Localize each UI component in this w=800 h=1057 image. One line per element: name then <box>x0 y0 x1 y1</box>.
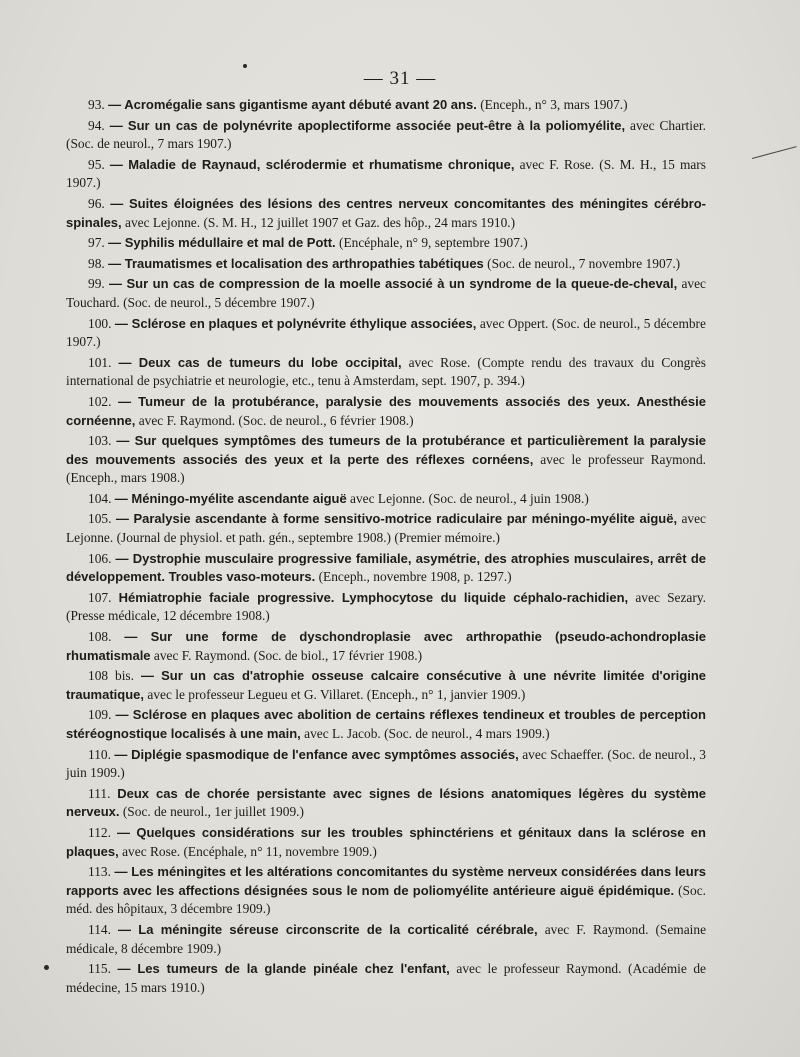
entry-number: 99. <box>88 276 105 292</box>
entry-title: — Sclérose en plaques avec abolition de certains réflexes tendineux et troubles de perception stéréognostique localisés à une main, <box>66 707 706 741</box>
entry-reference: avec F. Raymond. (Soc. de neurol., 6 février 1908.) <box>138 412 414 428</box>
entry-title: — Sur un cas d'atrophie osseuse calcaire consécutive à une névrite limitée d'origine traumatique, <box>66 668 706 702</box>
bibliography-entry <box>66 510 706 547</box>
entry-number: 111. <box>88 785 111 801</box>
entry-reference: avec Oppert. (Soc. de neurol., 5 décembre 1907.) <box>66 315 706 350</box>
entry-number: 113. <box>88 864 111 880</box>
entry-reference: (Enceph., novembre 1908, p. 1297.) <box>318 569 512 585</box>
entry-reference: avec Chartier. (Soc. de neurol., 7 mars 1907.) <box>66 117 706 152</box>
entry-number: 96. <box>88 195 105 211</box>
bibliography-entry <box>66 354 706 391</box>
entry-number: 108 bis. <box>88 668 134 684</box>
entry-reference: avec Rose. (Encéphale, n° 11, novembre 1909.) <box>122 843 377 859</box>
entry-number: 105. <box>88 511 112 527</box>
bibliography-entry <box>66 785 706 822</box>
entry-reference: avec Schaeffer. (Soc. de neurol., 3 juin 1909.) <box>66 746 706 781</box>
entry-title: Deux cas de chorée persistante avec signes de lésions anatomiques légères du système nerveux. <box>66 785 706 820</box>
entry-reference: avec Lejonne. (Soc. de neurol., 4 juin 1908.) <box>350 490 589 506</box>
entry-title: — Quelques considérations sur les troubles sphinctériens et génitaux dans la sclérose en plaques, <box>66 824 706 859</box>
bibliography-entry <box>66 195 706 232</box>
entry-number: 112. <box>88 824 111 840</box>
entry-title: — Sur une forme de dyschondroplasie avec arthropathie (pseudo-achondroplasie rhumatismale <box>66 629 706 663</box>
entry-number: 93. <box>88 97 105 112</box>
entry-reference: (Soc. méd. des hôpitaux, 3 décembre 1909.) <box>66 882 706 917</box>
entry-title: — Suites éloignées des lésions des centres nerveux concomitantes des méningites cérébro-spinales, <box>66 195 706 230</box>
entry-title: — Sur quelques symptômes des tumeurs de la protubérance et particulièrement la paralysie des mouvements associés des yeux et la perte des réflexes cornéens, <box>66 433 706 467</box>
entry-reference: avec Lejonne. (Journal de physiol. et path. gén., septembre 1908.) (Premier mémoire.) <box>66 511 706 546</box>
bibliography-entry <box>66 824 706 861</box>
ink-speck <box>243 64 247 68</box>
entry-title: — Syphilis médullaire et mal de Pott. <box>108 235 336 251</box>
entry-title: — Sur un cas de polynévrite apoplectiforme associée peut-être à la poliomyélite, <box>109 117 626 133</box>
entry-reference: avec le professeur Raymond. (Académie de médecine, 15 mars 1910.) <box>66 961 706 995</box>
bibliography-entry <box>66 96 706 115</box>
bibliography-entry <box>66 921 706 958</box>
entry-title: — Deux cas de tumeurs du lobe occipital, <box>118 354 402 370</box>
bibliography-entry <box>66 393 706 430</box>
entry-reference: (Soc. de neurol., 1er juillet 1909.) <box>122 804 304 820</box>
entry-title: — Méningo-myélite ascendante aiguë <box>114 490 347 506</box>
bibliography-entry <box>66 156 706 193</box>
entry-number: 109. <box>88 707 112 723</box>
bibliography-entry <box>66 746 706 783</box>
bibliography-list <box>66 96 706 999</box>
bibliography-entry <box>66 589 706 626</box>
entry-reference: avec F. Raymond. (Semaine médicale, 8 décembre 1909.) <box>66 921 707 956</box>
bibliography-entry <box>66 550 706 587</box>
entry-number: 103. <box>88 433 112 449</box>
bibliography-entry <box>66 960 706 997</box>
entry-number: 115. <box>88 961 111 977</box>
entry-number: 102. <box>88 393 112 409</box>
entry-number: 107. <box>88 589 112 605</box>
entry-reference: (Soc. de neurol., 7 novembre 1907.) <box>487 255 681 271</box>
entry-number: 95. <box>88 156 105 172</box>
entry-title: — Paralysie ascendante à forme sensitivo-motrice radiculaire par méningo-myélite aiguë, <box>115 511 678 527</box>
entry-number: 101. <box>88 354 112 370</box>
entry-title: — Dystrophie musculaire progressive familiale, asymétrie, des atrophies musculaires, arrêt de développement. Troubles vaso-moteurs. <box>66 550 706 585</box>
entry-title: — Diplégie spasmodique de l'enfance avec symptômes associés, <box>114 746 519 762</box>
ink-speck <box>44 965 49 970</box>
entry-reference: (Enceph., n° 3, mars 1907.) <box>480 97 628 112</box>
bibliography-entry <box>66 863 706 919</box>
entry-number: 114. <box>88 921 111 937</box>
entry-number: 94. <box>88 117 105 133</box>
entry-number: 108. <box>88 629 112 645</box>
bibliography-entry <box>66 117 706 154</box>
entry-number: 100. <box>88 315 112 331</box>
entry-reference: avec le professeur Legueu et G. Villaret. (Enceph., n° 1, janvier 1909.) <box>147 686 526 702</box>
bibliography-entry <box>66 234 706 253</box>
entry-number: 110. <box>88 746 111 762</box>
bibliography-entry <box>66 275 706 312</box>
entry-title: — Sur un cas de compression de la moelle associé à un syndrome de la queue-de-cheval, <box>109 276 678 292</box>
entry-number: 104. <box>88 490 112 506</box>
page-number: — 31 — <box>363 68 437 89</box>
pencil-mark <box>752 146 797 159</box>
bibliography-entry <box>66 315 706 352</box>
entry-reference: avec Rose. (Compte rendu des travaux du Congrès international de psychiatrie et neurologie, etc., tenu à Amsterdam, sept. 1907, p. 394.) <box>66 354 706 389</box>
entry-number: 98. <box>88 255 105 271</box>
entry-number: 97. <box>88 235 105 251</box>
entry-title: — Tumeur de la protubérance, paralysie des mouvements associés des yeux. Anesthésie cornéenne, <box>66 393 706 428</box>
entry-title: — La méningite séreuse circonscrite de la corticalité cérébrale, <box>117 921 538 937</box>
entry-title: Hémiatrophie faciale progressive. Lymphocytose du liquide céphalo-rachidien, <box>118 589 629 605</box>
entry-reference: avec le professeur Raymond. (Enceph., mars 1908.) <box>66 451 706 486</box>
bibliography-entry <box>66 255 706 274</box>
bibliography-entry <box>66 490 706 509</box>
entry-number: 106. <box>88 550 112 566</box>
entry-reference: avec Touchard. (Soc. de neurol., 5 décembre 1907.) <box>66 276 706 310</box>
entry-reference: (Encéphale, n° 9, septembre 1907.) <box>339 235 528 251</box>
bibliography-entry <box>66 628 706 665</box>
entry-reference: avec F. Raymond. (Soc. de biol., 17 février 1908.) <box>153 647 423 663</box>
entry-title: — Les méningites et les altérations concomitantes du système nerveux considérées dans leurs rapports avec les affections désignées sous le nom de poliomyélite antérieure aiguë épidémique. <box>66 864 706 898</box>
entry-reference: avec Sezary. (Presse médicale, 12 décembre 1908.) <box>66 589 706 624</box>
entry-reference: avec L. Jacob. (Soc. de neurol., 4 mars 1909.) <box>304 726 550 741</box>
entry-reference: avec F. Rose. (S. M. H., 15 mars 1907.) <box>66 156 706 191</box>
entry-title: — Acromégalie sans gigantisme ayant débuté avant 20 ans. <box>108 97 477 112</box>
entry-title: — Sclérose en plaques et polynévrite éthylique associées, <box>114 315 477 331</box>
entry-title: — Les tumeurs de la glande pinéale chez l'enfant, <box>117 961 450 977</box>
entry-title: — Maladie de Raynaud, sclérodermie et rhumatisme chronique, <box>109 156 515 172</box>
bibliography-entry <box>66 432 706 488</box>
entry-title: — Traumatismes et localisation des arthropathies tabétiques <box>108 255 484 271</box>
bibliography-entry <box>66 706 706 743</box>
entry-reference: avec Lejonne. (S. M. H., 12 juillet 1907 et Gaz. des hôp., 24 mars 1910.) <box>125 214 516 230</box>
bibliography-entry <box>66 667 706 704</box>
